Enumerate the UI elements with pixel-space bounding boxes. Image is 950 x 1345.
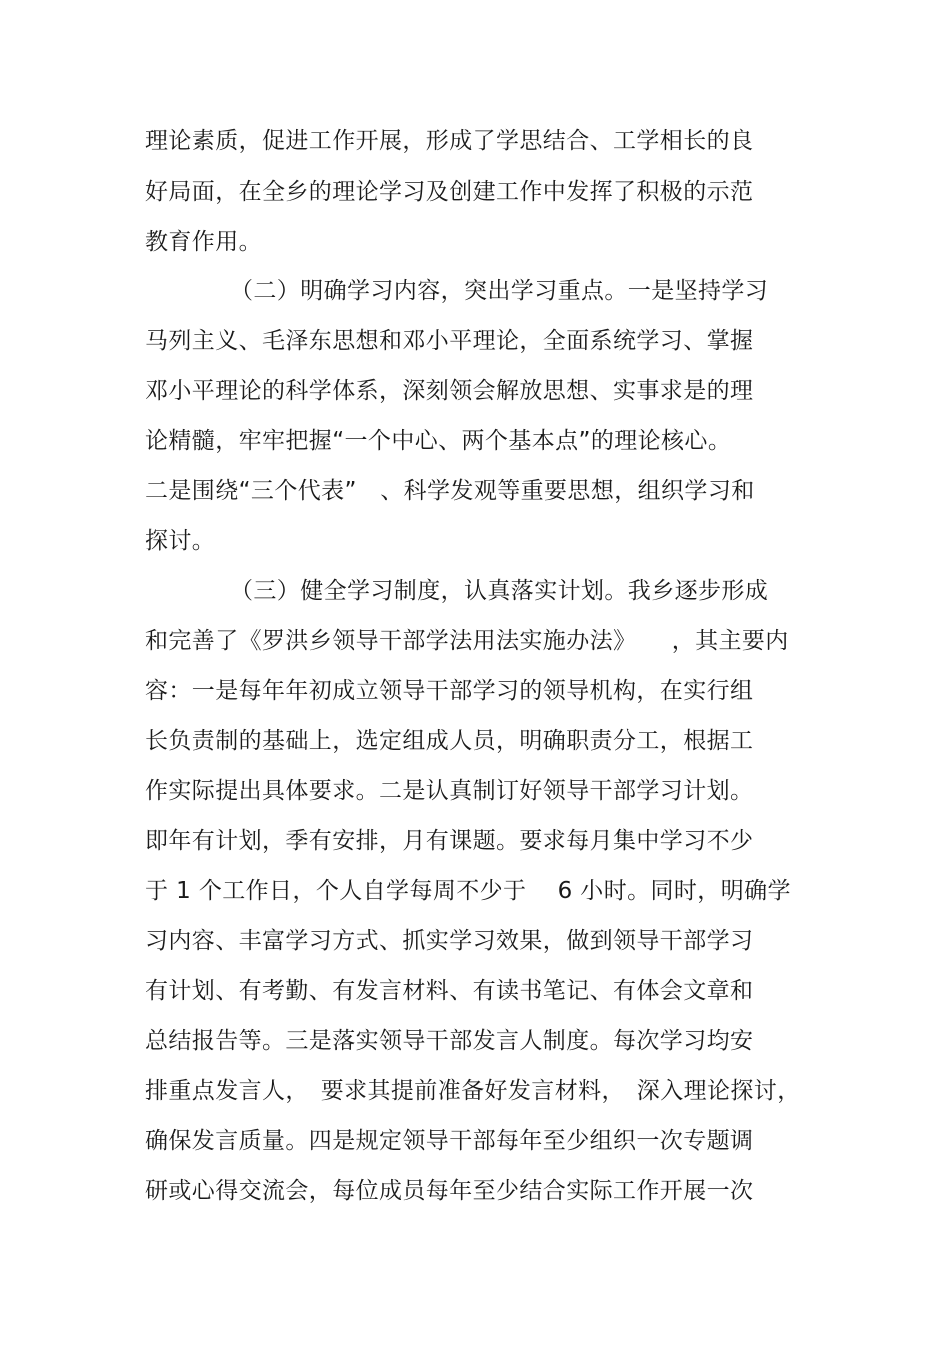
section-heading-line: （三）健全学习制度，认真落实计划。我乡逐步形成: [230, 578, 769, 604]
text-line: 和完善了《罗洪乡领导干部学法用法实施办法》 ，其主要内: [145, 628, 789, 654]
text-line: 排重点发言人， 要求其提前准备好发言材料， 深入理论探讨，: [145, 1078, 801, 1104]
text-line: 马列主义、毛泽东思想和邓小平理论，全面系统学习、掌握: [145, 328, 754, 354]
text-line: 理论素质，促进工作开展，形成了学思结合、工学相长的良: [145, 128, 754, 154]
text-line: 于 1 个工作日，个人自学每周不少于 6 小时。同时，明确学: [145, 878, 791, 904]
text-line: 总结报告等。三是落实领导干部发言人制度。每次学习均安: [145, 1028, 754, 1054]
text-line: 教育作用。: [145, 229, 262, 255]
text-line: 二是围绕“三个代表” 、科学发观等重要思想，组织学习和: [145, 478, 755, 504]
text-line: 即年有计划，季有安排，月有课题。要求每月集中学习不少: [145, 828, 754, 854]
section-heading-line: （二）明确学习内容，突出学习重点。一是坚持学习: [230, 278, 769, 304]
text-line: 有计划、有考勤、有发言材料、有读书笔记、有体会文章和: [145, 978, 754, 1004]
text-line: 好局面，在全乡的理论学习及创建工作中发挥了积极的示范: [145, 179, 754, 205]
text-line: 邓小平理论的科学体系，深刻领会解放思想、实事求是的理: [145, 378, 754, 404]
text-line: 长负责制的基础上，选定组成人员，明确职责分工，根据工: [145, 728, 754, 754]
text-line: 研或心得交流会，每位成员每年至少结合实际工作开展一次: [145, 1178, 754, 1204]
text-line: 论精髓，牢牢把握“一个中心、两个基本点”的理论核心。: [145, 428, 732, 454]
text-line: 作实际提出具体要求。二是认真制订好领导干部学习计划。: [145, 778, 754, 804]
text-line: 确保发言质量。四是规定领导干部每年至少组织一次专题调: [145, 1128, 754, 1154]
text-line: 探讨。: [145, 528, 216, 554]
text-line: 容：一是每年年初成立领导干部学习的领导机构，在实行组: [145, 678, 754, 704]
text-line: 习内容、丰富学习方式、抓实学习效果，做到领导干部学习: [145, 928, 754, 954]
